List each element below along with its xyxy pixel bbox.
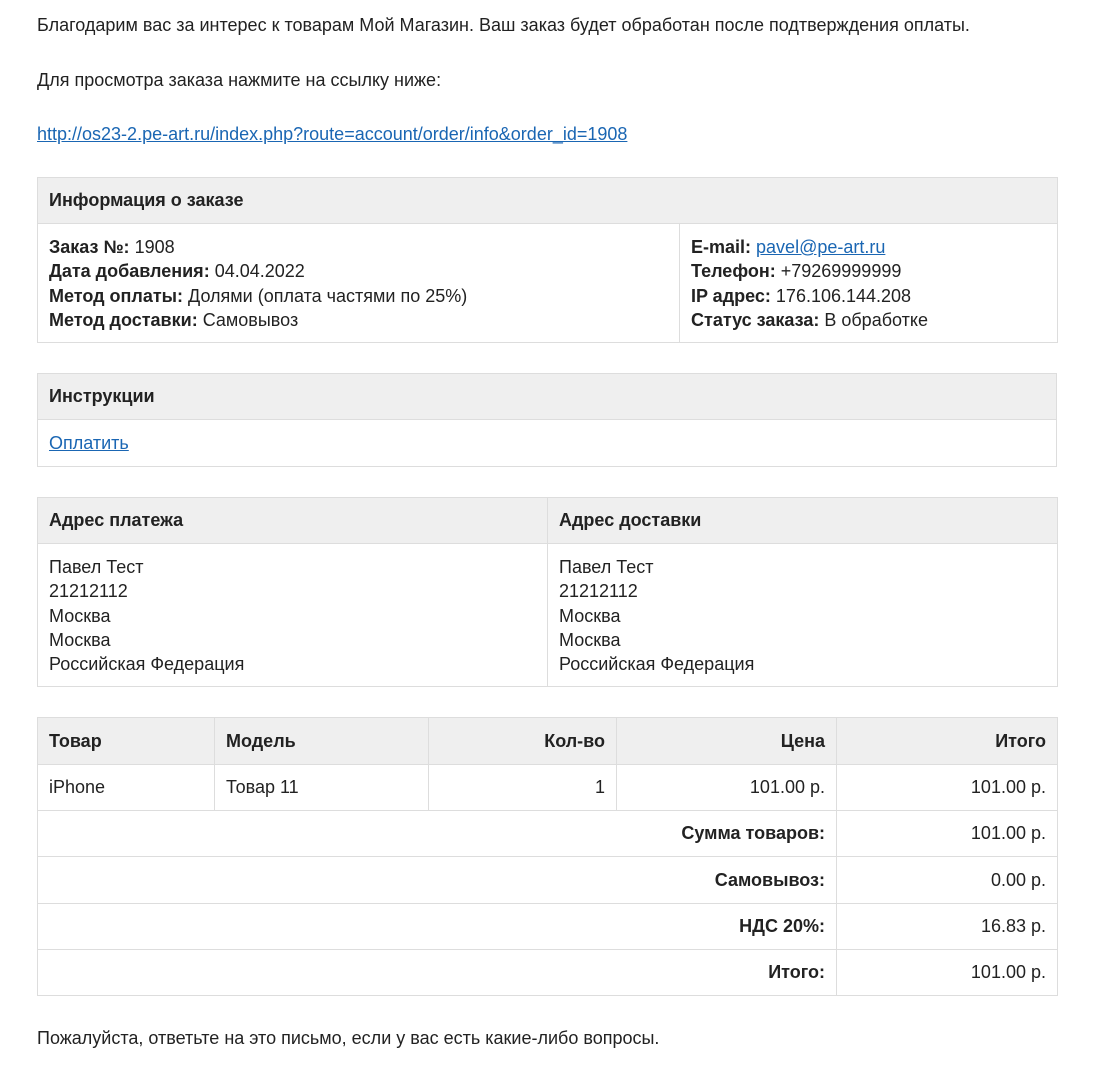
instructions-table bbox=[37, 373, 1057, 467]
order-info-title: Информация о заказе bbox=[38, 178, 1058, 224]
thanks-text: Благодарим вас за интерес к товарам Мой Магазин. Ваш заказ будет обработан после подтверждения оплаты. bbox=[37, 15, 970, 35]
totals-row bbox=[38, 950, 1058, 996]
phone-value: +79269999999 bbox=[780, 261, 902, 282]
ip-value: 176.106.144.208 bbox=[775, 285, 912, 306]
payment-method-value: Долями (оплата частями по 25%) bbox=[188, 285, 468, 306]
col-header-price: Цена bbox=[617, 718, 837, 765]
customer-details-cell bbox=[680, 224, 1058, 343]
phone-label: Телефон: bbox=[691, 261, 776, 282]
shipping-value: 0.00 р. bbox=[837, 857, 1058, 904]
email-label: E-mail: bbox=[691, 237, 752, 257]
shipping-method-label: Метод доставки: bbox=[49, 309, 198, 330]
order-details-cell bbox=[38, 224, 680, 343]
payment-address-line: Павел Тест bbox=[49, 557, 144, 577]
shipping-address-line: 21212112 bbox=[559, 581, 638, 602]
view-order-prompt: Для просмотра заказа нажмите на ссылку ниже: bbox=[37, 70, 442, 90]
totals-row bbox=[38, 811, 1058, 857]
email-link[interactable]: pavel@pe-art.ru bbox=[756, 237, 886, 257]
product-model: Товар 11 bbox=[215, 765, 429, 811]
vat-label: НДС 20%: bbox=[38, 904, 837, 950]
shipping-address-line: Москва bbox=[559, 605, 621, 626]
product-name: iPhone bbox=[38, 765, 215, 811]
addresses-table bbox=[37, 497, 1058, 687]
products-table bbox=[37, 717, 1058, 996]
order-no-value: 1908 bbox=[134, 237, 175, 257]
instructions-title: Инструкции bbox=[38, 374, 1057, 420]
pay-link[interactable]: Оплатить bbox=[49, 432, 129, 453]
grand-total-value: 101.00 р. bbox=[837, 950, 1058, 996]
status-label: Статус заказа: bbox=[691, 309, 820, 330]
subtotal-label: Сумма товаров: bbox=[38, 811, 837, 857]
subtotal-value: 101.00 р. bbox=[837, 811, 1058, 857]
shipping-address bbox=[548, 544, 1058, 687]
date-added-value: 04.04.2022 bbox=[214, 261, 305, 282]
payment-address-line: Российская Федерация bbox=[49, 654, 245, 675]
order-link[interactable]: http://os23-2.pe-art.ru/index.php?route=account/order/info&order_id=1908 bbox=[37, 124, 628, 144]
payment-method-label: Метод оплаты: bbox=[49, 285, 184, 306]
ip-label: IP адрес: bbox=[691, 285, 771, 306]
shipping-address-line: Москва bbox=[559, 629, 621, 650]
payment-address bbox=[38, 544, 548, 687]
payment-address-line: Москва bbox=[49, 629, 111, 650]
shipping-label: Самовывоз: bbox=[38, 857, 837, 904]
product-price: 101.00 р. bbox=[617, 765, 837, 811]
shipping-address-line: Павел Тест bbox=[559, 557, 654, 577]
totals-row bbox=[38, 904, 1058, 950]
order-info-table bbox=[37, 177, 1058, 343]
product-qty: 1 bbox=[429, 765, 617, 811]
shipping-method-value: Самовывоз bbox=[202, 309, 299, 330]
status-value: В обработке bbox=[824, 309, 928, 330]
table-row bbox=[38, 765, 1058, 811]
col-header-qty: Кол-во bbox=[429, 718, 617, 765]
payment-address-line: Москва bbox=[49, 605, 111, 626]
date-added-label: Дата добавления: bbox=[49, 261, 210, 282]
product-total: 101.00 р. bbox=[837, 765, 1058, 811]
payment-address-line: 21212112 bbox=[49, 581, 128, 602]
col-header-total: Итого bbox=[837, 718, 1058, 765]
vat-value: 16.83 р. bbox=[837, 904, 1058, 950]
footer-text: Пожалуйста, ответьте на это письмо, если у вас есть какие-либо вопросы. bbox=[37, 1028, 660, 1048]
payment-address-title: Адрес платежа bbox=[38, 498, 548, 544]
shipping-address-title: Адрес доставки bbox=[548, 498, 1058, 544]
col-header-product: Товар bbox=[38, 718, 215, 765]
totals-row bbox=[38, 857, 1058, 904]
col-header-model: Модель bbox=[215, 718, 429, 765]
shipping-address-line: Российская Федерация bbox=[559, 654, 755, 675]
grand-total-label: Итого: bbox=[38, 950, 837, 996]
order-no-label: Заказ №: bbox=[49, 237, 130, 257]
instructions-cell bbox=[38, 420, 1057, 467]
